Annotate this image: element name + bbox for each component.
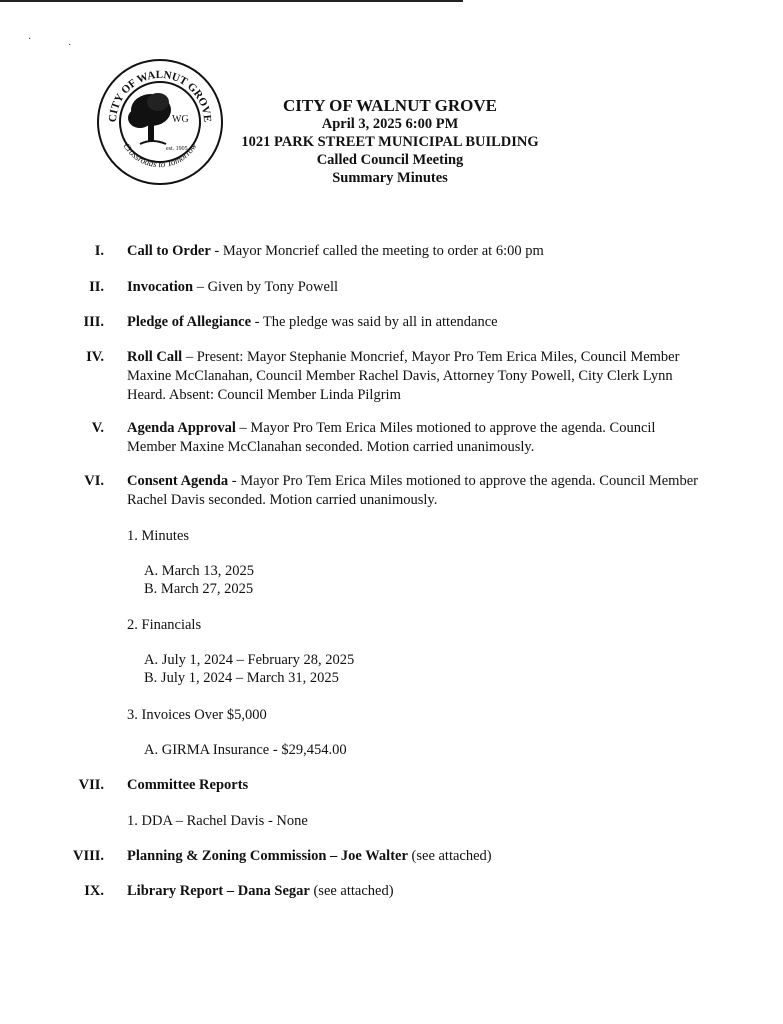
- consent-minutes-item: A. March 13, 2025: [144, 563, 254, 579]
- consent-invoices-item: A. GIRMA Insurance - $29,454.00: [144, 742, 347, 758]
- item-number: III.: [83, 314, 104, 330]
- item-text: (see attached): [309, 883, 394, 899]
- scan-top-border: [0, 0, 463, 2]
- consent-minutes-label: 1. Minutes: [127, 528, 190, 544]
- consent-financials-item: B. July 1, 2024 – March 31, 2025: [144, 670, 339, 686]
- item-title: Invocation: [127, 279, 194, 295]
- item-text: (see attached): [407, 848, 492, 864]
- meeting-type: Called Council Meeting: [316, 152, 464, 168]
- city-seal-logo: [96, 56, 224, 188]
- item-number: VIII.: [72, 848, 104, 864]
- svg-text:CITY OF WALNUT GROVE: CITY OF WALNUT GROVE: [106, 68, 214, 123]
- item-number: VI.: [84, 473, 104, 489]
- committee-report-item: 1. DDA – Rachel Davis - None: [127, 813, 308, 829]
- item-text: – Mayor Pro Tem Erica Miles motioned to approve the agenda. Council Member Maxine McClanahan seconded. Motion carried unanimously.: [127, 420, 656, 455]
- item-number: II.: [89, 279, 104, 295]
- item-number: IV.: [86, 349, 104, 365]
- item-title: Pledge of Allegiance: [127, 314, 252, 330]
- item-title: Call to Order: [127, 243, 211, 259]
- consent-financials-label: 2. Financials: [127, 617, 202, 633]
- item-text: – Given by Tony Powell: [193, 279, 339, 295]
- item-number: I.: [94, 243, 104, 259]
- document-type: Summary Minutes: [332, 170, 448, 186]
- item-title: Library Report – Dana Segar: [127, 883, 310, 899]
- document-header: [220, 96, 560, 187]
- consent-minutes-item: B. March 27, 2025: [144, 581, 254, 597]
- item-title: Agenda Approval: [127, 420, 236, 436]
- consent-financials-item: A. July 1, 2024 – February 28, 2025: [144, 652, 355, 668]
- item-text: - The pledge was said by all in attendance: [251, 314, 498, 330]
- item-number: IX.: [84, 883, 104, 899]
- consent-invoices-label: 3. Invoices Over $5,000: [127, 707, 267, 723]
- item-number: V.: [91, 420, 104, 436]
- tree-icon: [128, 93, 171, 144]
- item-title: Committee Reports: [127, 777, 249, 793]
- meeting-date: April 3, 2025 6:00 PM: [321, 116, 459, 132]
- scan-speck: ·: [28, 34, 32, 45]
- svg-text:est. 1905: est. 1905: [166, 146, 188, 152]
- scan-speck: ·: [68, 40, 72, 51]
- svg-text:Crossroads to Tomorrow: Crossroads to Tomorrow: [121, 141, 199, 170]
- item-text: - Mayor Moncrief called the meeting to order at 6:00 pm: [210, 243, 544, 259]
- item-text: – Present: Mayor Stephanie Moncrief, Mayor Pro Tem Erica Miles, Council Member Maxine McClanahan, Council Member Rachel Davis, Attorney Tony Powell, City Clerk Lynn Heard. Absent: Council Member Linda Pilgrim: [127, 349, 680, 403]
- item-number: VII.: [78, 777, 104, 793]
- item-title: Planning & Zoning Commission – Joe Walter: [127, 848, 408, 864]
- item-title: Consent Agenda: [127, 473, 229, 489]
- meeting-location: 1021 PARK STREET MUNICIPAL BUILDING: [241, 134, 539, 150]
- city-name: CITY OF WALNUT GROVE: [283, 96, 497, 115]
- item-text: - Mayor Pro Tem Erica Miles motioned to approve the agenda. Council Member Rachel Davis seconded. Motion carried unanimously.: [127, 473, 698, 508]
- item-title: Roll Call: [127, 349, 183, 365]
- svg-text:WG: WG: [172, 114, 189, 125]
